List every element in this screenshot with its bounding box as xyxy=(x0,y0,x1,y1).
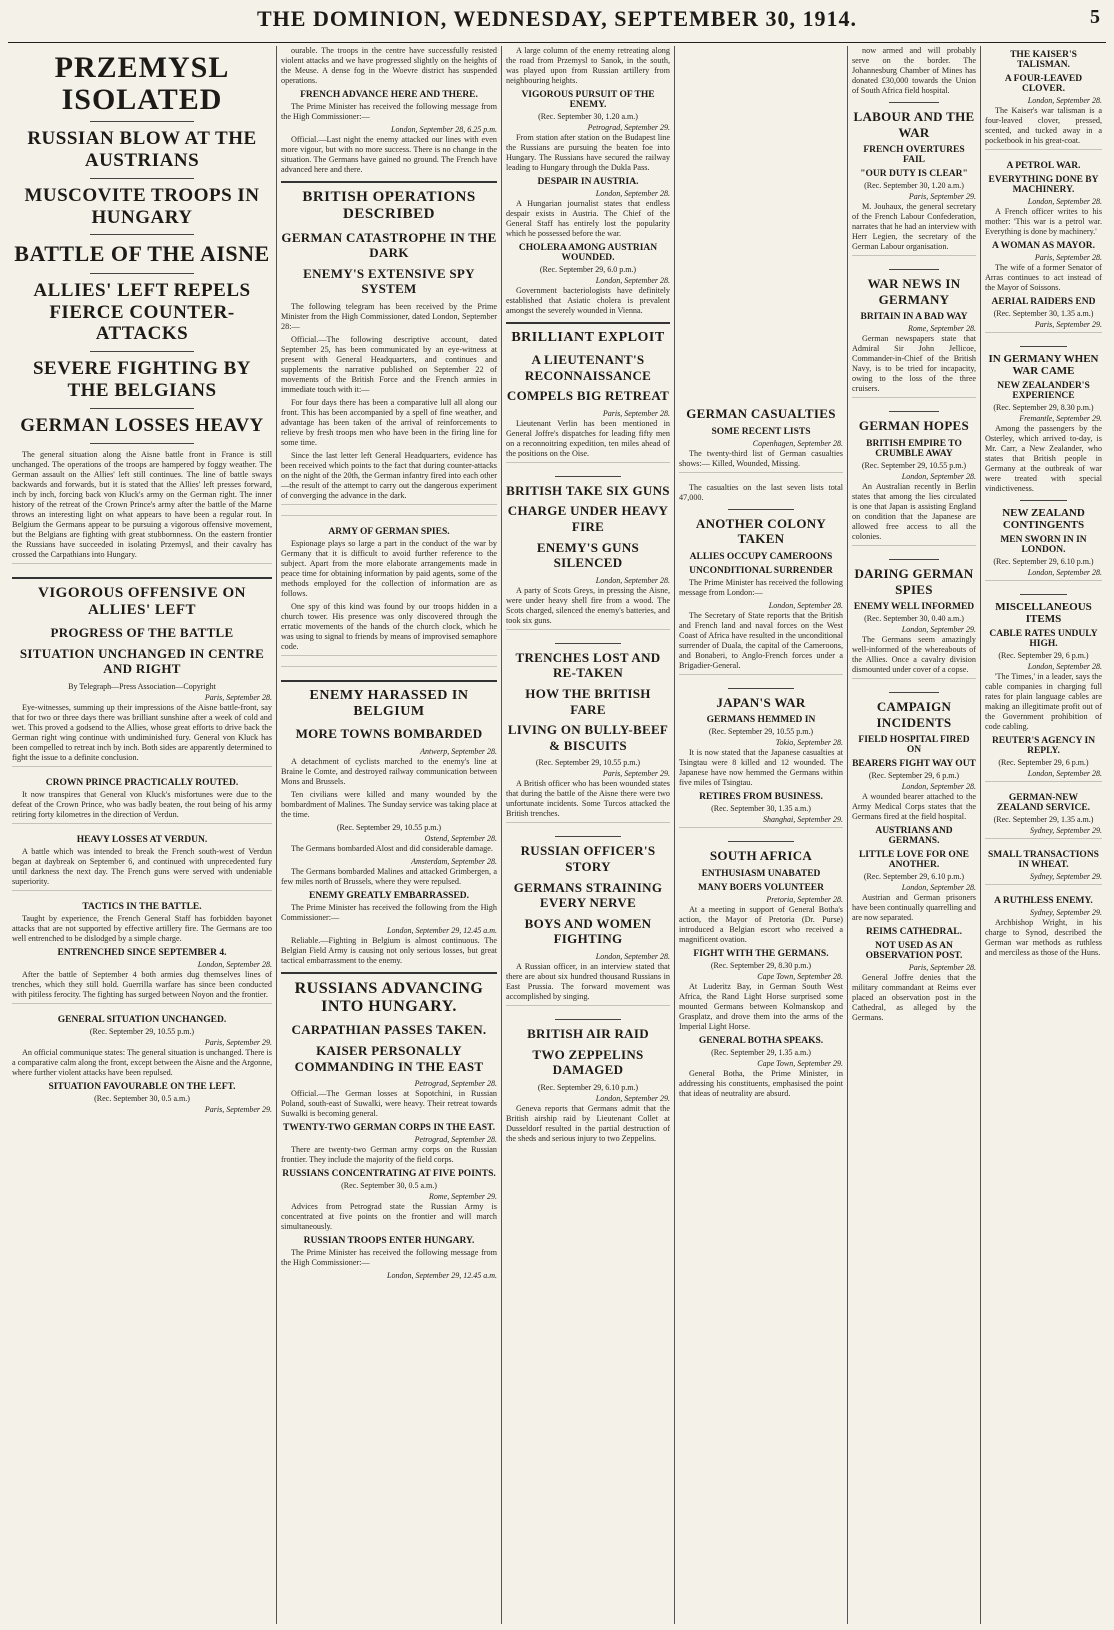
received-line: (Rec. September 29, 10.55 p.m.) xyxy=(336,822,442,832)
page-number: 5 xyxy=(1090,6,1100,28)
subhead-charge: CHARGE UNDER HEAVY FIRE xyxy=(507,503,669,535)
column-1 xyxy=(8,46,276,1624)
subhead-progress: PROGRESS OF THE BATTLE xyxy=(50,625,234,641)
article-body: The twenty-third list of German casualties shows:— Killed, Wounded, Missing. xyxy=(679,448,843,468)
received-line: (Rec. September 29, 6.0 p.m.) xyxy=(539,265,637,274)
received-line: (Rec. September 30, 0.5 a.m.) xyxy=(94,1094,190,1104)
subhead: REUTER'S AGENCY IN REPLY. xyxy=(991,736,1096,756)
article-body: Government bacteriologists have definitely established that Asiatic cholera is prevalent amongst the severely wounded in Vienna. xyxy=(506,286,670,315)
article-body: The Germans seem amazingly well-informed of the whereabouts of the Allies. Once a cavalry division dismounted under cover of a copse. xyxy=(852,635,976,675)
article-body: Lieutenant Verlin has been mentioned in General Joffre's dispatches for leading fifty men on a reconnoitring expedition, ten miles ahead of the positions on the Oise. xyxy=(506,418,670,458)
subhead-hemmed-in: GERMANS HEMMED IN xyxy=(706,715,816,726)
received-line: (Rec. September 29, 6 p.m.) xyxy=(998,758,1089,767)
article-body: The Prime Minister has received the following message from the High Commissioner:— xyxy=(281,102,497,121)
article-body: General Joffre denies that the military commandant at Reims ever placed an observation post in the Cathedral, as alleged by the Germans. xyxy=(852,973,976,1023)
subhead-every-nerve: GERMANS STRAINING EVERY NERVE xyxy=(513,879,663,911)
received-line: (Rec. September 30, 1.35 a.m.) xyxy=(993,309,1094,318)
article-body: A large column of the enemy retreating along the road from Przemysl to Sanok, in the south, was played upon from Russian artillery from neighbouring heights. xyxy=(506,46,670,85)
received-line: (Rec. September 29, 6 p.m.) xyxy=(998,651,1089,660)
headline-russian-officer: RUSSIAN OFFICER'S STORY xyxy=(520,843,656,874)
dateline: Sydney, September 29. xyxy=(1030,908,1102,917)
headline-germany-war-came: IN GERMANY WHEN WAR CAME xyxy=(988,353,1099,377)
headline-air-raid: BRITISH AIR RAID xyxy=(527,1025,649,1041)
article-body: Eye-witnesses, summing up their impressions of the Aisne battle-front, say that for two or three days there was brilliant sunshine after a week of cold and wet. This proved a godsend to the Allies, whose great efforts to drive back the German right wing continue with undiminished fury. General von Kluck has been compelled to retreat inch by inch. Both sides are apparently determined to fight the issue to a definite conclusion. xyxy=(12,703,272,763)
article-body: A wounded bearer attached to the Army Medical Corps states that the Germans fired at the field hospital. xyxy=(852,792,976,822)
dateline: Paris, September 28. xyxy=(204,693,272,703)
dateline: London, September 28. xyxy=(197,960,272,970)
subhead-boers: MANY BOERS VOLUNTEER xyxy=(698,882,824,893)
subhead: GENERAL SITUATION UNCHANGED. xyxy=(57,1015,227,1026)
subhead: GERMAN-NEW ZEALAND SERVICE. xyxy=(996,793,1091,813)
received-line: (Rec. September 29, 1.35 a.m.) xyxy=(711,1047,811,1057)
article-body: It now transpires that General von Kluck's misfortunes were due to the defeat of the Crown Prince, who was badly beaten, the rout being of his army retiring forty kilometres in the direction of Verdun. xyxy=(12,790,272,820)
dateline: Paris, September 29. xyxy=(1034,320,1102,329)
subhead-situation-unchanged: SITUATION UNCHANGED IN CENTRE AND RIGHT xyxy=(19,645,265,677)
received-line: (Rec. September 29, 8.30 p.m.) xyxy=(710,960,812,970)
dateline: London, September 28. xyxy=(1027,662,1102,671)
subhead-crumble: BRITISH EMPIRE TO CRUMBLE AWAY xyxy=(866,438,962,459)
article-body: Taught by experience, the French General Staff has forbidden bayonet attacks that are not supported by effective artillery fire. The Germans are too well entrenched to be dislodged by a simple charge. xyxy=(12,914,272,944)
article-body: At a meeting in support of General Botha's action, the Mayor of Pretoria (Dr. Purse) introduced a Belgian escort who received a magnificent ovation. xyxy=(679,904,843,944)
dateline: Rome, September 29. xyxy=(429,1192,497,1202)
article-body: A party of Scots Greys, in pressing the Aisne, were under heavy shell fire from a wood. The Scots charged, silenced the enemy's batteries, and took six guns. xyxy=(506,585,670,625)
article-body: Among the passengers by the Osterley, which arrived to-day, is Mr. Carr, a New Zealander, who states that British people in Germany at the outbreak of war were treated with special vindictiveness. xyxy=(985,424,1102,493)
dateline: Cape Town, September 28. xyxy=(757,971,843,981)
dateline: London, September 28. xyxy=(1027,568,1102,577)
subhead: LITTLE LOVE FOR ONE ANOTHER. xyxy=(858,850,970,871)
dateline: London, September 28. xyxy=(595,951,670,961)
received-line: (Rec. September 30, 0.40 a.m.) xyxy=(864,614,964,624)
subhead: ARMY OF GERMAN SPIES. xyxy=(328,526,450,537)
article-body: It is now stated that the Japanese casualties at Tsingtau were 8 killed and 12 wounded. The Japanese have now hemmed the Germans within five miles of Tsingtau. xyxy=(679,748,843,788)
article-body: M. Jouhaux, the general secretary of the French Labour Confederation, narrates that he had an interview with Herr Legien, the secretary of the German Labour organisation. xyxy=(852,202,976,252)
received-line: (Rec. September 30, 1.20 a.m.) xyxy=(864,181,964,191)
dateline: London, September 28, 6.25 p.m. xyxy=(391,125,497,134)
received-line: (Rec. September 29, 10.55 p.m.) xyxy=(861,460,967,470)
dateline: London, September 28. xyxy=(595,276,670,285)
article-body: There are twenty-two German army corps on the Russian frontier. They include the majority of the field corps. xyxy=(281,1145,497,1165)
received-line: (Rec. September 29, 8.30 p.m.) xyxy=(993,403,1094,412)
subhead: MEN SWORN IN IN LONDON. xyxy=(1000,535,1087,555)
masthead xyxy=(8,0,1106,43)
dateline: Sydney, September 29. xyxy=(1030,872,1102,881)
masthead-title: THE DOMINION, WEDNESDAY, SEPTEMBER 30, 1914. xyxy=(256,6,857,31)
received-line: (Rec. September 30, 0.5 a.m.) xyxy=(341,1181,437,1191)
received-line: (Rec. September 29, 6.10 p.m.) xyxy=(537,1082,639,1092)
article-body: ourable. The troops in the centre have successfully resisted violent attacks and we have progressed slightly on the heights of the Meuse. A dense fog in the Woevre district has suspended operations. xyxy=(281,46,497,85)
headline-muscovite: MUSCOVITE TROOPS IN HUNGARY xyxy=(24,184,260,228)
dateline: Pretoria, September 28. xyxy=(766,894,843,904)
subhead: A RUTHLESS ENEMY. xyxy=(994,896,1093,906)
credit-line: By Telegraph—Press Association—Copyright xyxy=(68,682,216,692)
article-body: The Germans bombarded Malines and attacked Grimbergen, a few miles north of Brussels, where they were repulsed. xyxy=(281,866,497,886)
dateline: Paris, September 28. xyxy=(1034,253,1102,262)
dateline: London, September 28. xyxy=(1027,96,1102,105)
headline-russians-advancing: RUSSIANS ADVANCING INTO HUNGARY. xyxy=(294,979,484,1016)
column-3 xyxy=(501,46,674,1624)
subhead: DESPAIR IN AUSTRIA. xyxy=(537,177,639,187)
subhead: RETIRES FROM BUSINESS. xyxy=(699,792,823,803)
article-body: The Prime Minister has received the following from the High Commissioner:— xyxy=(281,902,497,922)
subhead-bully-beef: LIVING ON BULLY-BEEF & BISCUITS xyxy=(507,722,669,753)
headline-daring-spies: DARING GERMAN SPIES xyxy=(854,565,974,597)
headline-trenches: TRENCHES LOST AND RE-TAKEN xyxy=(515,649,661,681)
headline-enemy-harassed: ENEMY HARASSED IN BELGIUM xyxy=(309,687,469,719)
headline-przemysl: PRZEMYSL ISOLATED xyxy=(54,51,230,116)
subhead-guns-silenced: ENEMY'S GUNS SILENCED xyxy=(536,539,640,571)
subhead: A FOUR-LEAVED CLOVER. xyxy=(1004,74,1083,94)
subhead-recent-lists: SOME RECENT LISTS xyxy=(711,426,811,437)
dateline: Rome, September 28. xyxy=(908,324,976,334)
article-body: An Australian recently in Berlin states that among the lies circulated is one that Japan is assisting England on condition that the Japanese are allowed free access to all the colonies. xyxy=(852,481,976,541)
headline-another-colony: ANOTHER COLONY TAKEN xyxy=(695,515,827,547)
subhead: SMALL TRANSACTIONS IN WHEAT. xyxy=(988,850,1099,870)
subhead: CABLE RATES UNDULY HIGH. xyxy=(989,629,1098,649)
dateline: Petrograd, September 28. xyxy=(414,1135,497,1145)
received-line: (Rec. September 29, 6 p.m.) xyxy=(868,771,960,781)
subhead: A WOMAN AS MAYOR. xyxy=(992,241,1095,251)
subhead-zeppelins: TWO ZEPPELINS DAMAGED xyxy=(532,1046,644,1078)
article-body: Official.—The German losses at Sopotchini, in Russian Poland, south-east of Suwalki, were heavy. Their retreat towards Suwalki is becoming general. xyxy=(281,1089,497,1119)
dateline: Sydney, September 29. xyxy=(1030,826,1102,835)
subhead-carpathian: CARPATHIAN PASSES TAKEN. xyxy=(291,1022,487,1038)
subhead: ENTRENCHED SINCE SEPTEMBER 4. xyxy=(57,948,227,959)
dateline: Copenhagen, September 28. xyxy=(752,438,843,448)
headline-vigorous-offensive: VIGOROUS OFFENSIVE ON ALLIES' LEFT xyxy=(37,584,247,618)
headline-belgians: SEVERE FIGHTING BY THE BELGIANS xyxy=(32,358,252,402)
headline-miscellaneous: MISCELLANEOUS ITEMS xyxy=(995,601,1092,625)
article-body: The Germans bombarded Alost and did considerable damage. xyxy=(291,843,493,853)
headline-japans-war: JAPAN'S WAR xyxy=(716,694,806,710)
subhead: NEW ZEALANDER'S EXPERIENCE xyxy=(997,381,1090,401)
subhead: HEAVY LOSSES AT VERDUN. xyxy=(76,835,208,846)
dateline: Ostend, September 28. xyxy=(424,833,497,843)
subhead: CROWN PRINCE PRACTICALLY ROUTED. xyxy=(45,778,239,789)
article-body: The Kaiser's war talisman is a four-leaved clover, pressed, scented, and tucked away in a pocketbook in his great-coat. xyxy=(985,106,1102,145)
dateline: London, September 28. xyxy=(595,575,670,585)
subhead-big-retreat: COMPELS BIG RETREAT xyxy=(506,388,670,404)
dateline: Petrograd, September 29. xyxy=(587,123,670,132)
subhead: AUSTRIANS AND GERMANS. xyxy=(875,826,953,847)
article-body: now armed and will probably serve on the border. The Johannesburg Chamber of Mines has donated £30,000 towards the Union of South Africa field hospital. xyxy=(852,46,976,95)
subhead: FIGHT WITH THE GERMANS. xyxy=(693,948,829,959)
received-line: (Rec. September 29, 6.10 p.m.) xyxy=(993,557,1094,566)
subhead-bad-way: BRITAIN IN A BAD WAY xyxy=(860,312,968,323)
article-body: After the battle of September 4 both armies dug themselves lines of trenches, which they still hold. Guerrilla warfare has since been conducted with pitiless ferocity. The fighting has surged between Noyon and the frontier. xyxy=(12,970,272,1000)
article-body: From station after station on the Budapest line the Russians are pursuing the beaten foe into Hungary. The Russians have secured the railway leading to Hungary through the Dukla Pass. xyxy=(506,133,670,172)
dateline: Paris, September 28. xyxy=(602,408,670,418)
article-body: Advices from Petrograd state the Russian Army is concentrated at five points on the frontier and will march simultaneously. xyxy=(281,1202,497,1232)
dateline: Paris, September 29. xyxy=(204,1105,272,1115)
subhead-towns-bombarded: MORE TOWNS BOMBARDED xyxy=(295,726,483,742)
dateline: London, September 28. xyxy=(901,471,976,481)
article-body: Since the last letter left General Headquarters, evidence has been received which points to the fact that during counter-attacks on the night of the 20th, the German infantry fired into each other—the result of the attempt to carry out the dangerous experiment of converging the advance in the dark. xyxy=(281,450,497,500)
received-line: (Rec. September 29, 6.10 p.m.) xyxy=(863,872,965,882)
dateline: London, September 29. xyxy=(901,625,976,635)
subhead-well-informed: ENEMY WELL INFORMED xyxy=(853,602,975,613)
dateline: Amsterdam, September 28. xyxy=(411,856,497,866)
received-line: (Rec. September 29, 10.55 p.m.) xyxy=(89,1027,195,1037)
article-body: German newspapers state that Admiral Sir John Jellicoe, Commander-in-Chief of the British Navy, is to be tried for incapacity, owing to the loss of the three cruisers. xyxy=(852,334,976,394)
dateline: London, September 28. xyxy=(768,600,843,610)
article-body: The following telegram has been received by the Prime Minister from the High Commissioner, dated London, September 28:— xyxy=(281,301,497,331)
subhead: A PETROL WAR. xyxy=(1006,161,1081,171)
subhead-hospital: FIELD HOSPITAL FIRED ON xyxy=(858,735,970,756)
subhead: NOT USED AS AN OBSERVATION POST. xyxy=(865,941,963,962)
subhead: SITUATION FAVOURABLE ON THE LEFT. xyxy=(48,1082,236,1093)
dateline: Antwerp, September 28. xyxy=(420,746,497,756)
article-body: A battle which was intended to break the French south-west of Verdun began at daybreak on September 6, and continued with unprecedented fury until darkness the next day. The French guns were served with undeniable superiority. xyxy=(12,847,272,887)
subhead-boys-women: BOYS AND WOMEN FIGHTING xyxy=(524,915,652,947)
headline-russian-blow: RUSSIAN BLOW AT THE AUSTRIANS xyxy=(27,128,257,171)
article-body: The Secretary of State reports that the British and French land and naval forces on the West Coast of Africa have resulted in the unconditional surrender of Duala, the capital of the Cameroons, and Bonaberi, to Anglo-French forces under a Brigadier-General. xyxy=(679,610,843,670)
dateline: Paris, September 29. xyxy=(204,1038,272,1048)
headline-allies-left: ALLIES' LEFT REPELS FIERCE COUNTER-ATTACKS xyxy=(33,279,251,345)
column-5 xyxy=(847,46,980,1624)
article-body: 'The Times,' in a leader, says the cable companies in charging full rates for plain language cables are making an illegitimate profit out of the Government prohibition of code cabling. xyxy=(985,672,1102,731)
headline-aisne: BATTLE OF THE AISNE xyxy=(14,241,270,267)
subhead-duty-clear: "OUR DUTY IS CLEAR" xyxy=(860,169,968,180)
article-body: The Prime Minister has received the following message from the High Commissioner:— xyxy=(281,1248,497,1268)
column-6 xyxy=(980,46,1106,1624)
article-body: Espionage plays so large a part in the conduct of the war by Germany that it is difficult to avoid further reference to the subject. Apart from the more elaborate arrangements made in peace time for obtaining information by paid agents, some of the methods employed for the collection of information are as follows. xyxy=(281,538,497,598)
dateline: London, September 29, 12.45 a.m. xyxy=(387,1271,497,1281)
article-body: At Luderitz Bay, in German South West Africa, the Rand Light Horse surprised some mounted Germans between Kolmanskop and Grasplatz, and drove them into the arms of the Imperial Light Horse. xyxy=(679,981,843,1031)
subhead-british-fare: HOW THE BRITISH FARE xyxy=(525,686,651,717)
article-body: The wife of a former Senator of Arras continues to act instead of the Mayor of Soissons. xyxy=(985,263,1102,292)
headline-campaign-incidents: CAMPAIGN INCIDENTS xyxy=(876,699,952,730)
subhead-spy-system: ENEMY'S EXTENSIVE SPY SYSTEM xyxy=(303,265,475,297)
headline-german-hopes: GERMAN HOPES xyxy=(858,418,970,434)
article-body: One spy of this kind was found by our troops hidden in a church tower. His presence was only discovered through the erratic movements of the hands of the church clock, which he was using to signal to friends by means of improvised semaphore code. xyxy=(281,601,497,651)
subhead: TWENTY-TWO GERMAN CORPS IN THE EAST. xyxy=(282,1123,496,1134)
dateline: London, September 28. xyxy=(901,883,976,893)
article-body: A detachment of cyclists marched to the enemy's line at Braine le Comte, and destroyed railway communication between Mons and Brussels. xyxy=(281,756,497,786)
subhead-cameroons: ALLIES OCCUPY CAMEROONS xyxy=(689,551,833,562)
article-body: A British officer who has been wounded states that during the battle of the Aisne there were two unfortunate incidents. Some Turcos attacked the British trenches. xyxy=(506,779,670,819)
received-line: (Rec. September 29, 1.35 a.m.) xyxy=(993,815,1094,824)
dateline: Paris, September 29. xyxy=(602,769,670,779)
subhead-reconnaissance: A LIEUTENANT'S RECONNAISSANCE xyxy=(524,352,652,383)
headline-british-operations: BRITISH OPERATIONS DESCRIBED xyxy=(302,189,476,223)
dateline: London, September 29, 12.45 a.m. xyxy=(387,925,497,935)
headline-kaiser-talisman: THE KAISER'S TALISMAN. xyxy=(1010,50,1077,70)
subhead-catastrophe: GERMAN CATASTROPHE IN THE DARK xyxy=(281,229,497,261)
subhead: REIMS CATHEDRAL. xyxy=(866,927,962,938)
dateline: Fremantle, September 29. xyxy=(1019,414,1102,423)
headline-labour: LABOUR AND THE WAR xyxy=(853,109,975,140)
received-line: (Rec. September 29, 10.55 p.m.) xyxy=(535,758,641,768)
article-body: The casualties on the last seven lists total 47,000. xyxy=(679,482,843,502)
article-body: Archbishop Wright, in his charge to Synod, described the German war methods as ruthless and merciless as those of the Huns. xyxy=(985,918,1102,957)
subhead: CHOLERA AMONG AUSTRIAN WOUNDED. xyxy=(518,243,658,263)
article-body: A Russian officer, in an interview stated that there are about six hundred thousand Russians in East Prussia. The forward movement was accomplished by singing. xyxy=(506,961,670,1001)
headline-nz-contingents: NEW ZEALAND CONTINGENTS xyxy=(1002,507,1085,531)
headline-south-africa: SOUTH AFRICA xyxy=(709,848,813,864)
column-2 xyxy=(276,46,501,1624)
received-line: (Rec. September 30, 1.35 a.m.) xyxy=(711,804,811,814)
article-body: A French officer writes to his mother: 'This war is a petrol war. Everything is done by machinery.' xyxy=(985,207,1102,236)
subhead: AERIAL RAIDERS END xyxy=(991,297,1096,307)
dateline: London, September 28. xyxy=(595,189,670,198)
article-body: The Prime Minister has received the following message from London:— xyxy=(679,577,843,597)
dateline: Paris, September 29. xyxy=(908,192,976,202)
dateline: London, September 28. xyxy=(1027,197,1102,206)
headline-german-losses: GERMAN LOSSES HEAVY xyxy=(20,414,264,436)
subhead: GENERAL BOTHA SPEAKS. xyxy=(698,1035,824,1046)
headline-war-news-germany: WAR NEWS IN GERMANY xyxy=(867,276,961,307)
subhead-bearers: BEARERS FIGHT WAY OUT xyxy=(852,759,976,770)
dateline: London, September 28. xyxy=(1027,769,1102,778)
article-body: Official.—The following descriptive account, dated September 25, has been communicated by an eye-witness at present with General Headquarters, and continues and supplements the narrative published on September 22 of movements of the British Force and the French armies in immediate touch with it:— xyxy=(281,334,497,394)
article-summary: The general situation along the Aisne battle front in France is still unchanged. The operations of the troops are hampered by foggy weather. The German assault on the Allies' left still continues. The line of battle sways backwards and forwards, but it is stated that the Allies' left presses forward, inch by inch, forcing back von Kluck's army on the German right. The inner history of the retreat of the Crown Prince's army after the battle of the Marne throws an interesting light on what appears to have been a regular rout. In Belgium the Germans appear to be pursuing a vigorous offensive movement, but the Belgians are fighting with great stubbornness. On the eastern frontier the Russians have succeeded in isolating Przemysl, and their cavalry has crossed the Carpathians into Hungary. xyxy=(12,449,272,559)
dateline: Paris, September 28. xyxy=(908,963,976,973)
column-4 xyxy=(674,46,847,1624)
headline-brilliant-exploit: BRILLIANT EXPLOIT xyxy=(511,330,665,345)
dateline: Shanghai, September 29. xyxy=(763,815,843,825)
article-body: Official.—Last night the enemy attacked our lines with even more vigour, but with no more success. There is no change in the situation. The Germans have gained no ground. The French have advanced here and there. xyxy=(281,135,497,174)
subhead: EVERYTHING DONE BY MACHINERY. xyxy=(988,175,1099,195)
article-body: Ten civilians were killed and many wounded by the bombardment of Malines. The Sunday service was taking place at the time. xyxy=(281,789,497,819)
received-line: (Rec. September 29, 10.55 p.m.) xyxy=(708,727,814,737)
subhead-overtures: FRENCH OVERTURES FAIL xyxy=(863,145,965,166)
subhead: TACTICS IN THE BATTLE. xyxy=(82,902,202,913)
article-body: Austrian and German prisoners have been continually quarrelling and are now separated. xyxy=(852,893,976,923)
subhead: ENEMY GREATLY EMBARRASSED. xyxy=(308,890,470,901)
subhead-surrender: UNCONDITIONAL SURRENDER xyxy=(689,565,833,576)
headline-german-casualties: GERMAN CASUALTIES xyxy=(686,406,836,421)
article-body: General Botha, the Prime Minister, in addressing his constituents, emphasised the point that ideas of neutrality are absurd. xyxy=(679,1068,843,1098)
subhead: RUSSIANS CONCENTRATING AT FIVE POINTS. xyxy=(282,1169,496,1180)
subhead-kaiser-commanding: KAISER PERSONALLY COMMANDING IN THE EAST xyxy=(294,1043,484,1074)
dateline: London, September 29. xyxy=(595,1093,670,1103)
article-body: Geneva reports that Germans admit that the British airship raid by Lieutenant Collet at Dusseldorf resulted in the partial destruction of the sheds and serious injury to two Zeppelins. xyxy=(506,1103,670,1143)
dateline: Cape Town, September 29. xyxy=(757,1058,843,1068)
article-body: A Hungarian journalist states that endless despair exists in Austria. The Chief of the General Staff has entirely lost the popularity which he possessed before the war. xyxy=(506,199,670,238)
article-body: For four days there has been a comparative lull all along our front. This has been accompanied by a spell of fine weather, and advantage has been taken of the arrival of reinforcements to relieve by fresh troops men who have been in the firing line for some time. xyxy=(281,397,497,447)
headline-six-guns: BRITISH TAKE SIX GUNS xyxy=(506,482,670,498)
article-body: Reliable.—Fighting in Belgium is almost continuous. The Belgian Field Army is causing not only serious losses, but great tactical embarrassment to the enemy. xyxy=(281,935,497,965)
dateline: London, September 28. xyxy=(901,782,976,792)
received-line: (Rec. September 30, 1.20 a.m.) xyxy=(538,112,638,121)
dateline: Tokio, September 28. xyxy=(775,738,843,748)
article-body: An official communique states: The general situation is unchanged. There is a comparative calm along the front, except between the Aisne and the Argonne, where further violent attacks have been repulsed. xyxy=(12,1048,272,1078)
subhead: FRENCH ADVANCE HERE AND THERE. xyxy=(300,90,478,100)
subhead-enthusiasm: ENTHUSIASM UNABATED xyxy=(701,868,821,879)
dateline: Petrograd, September 28. xyxy=(414,1079,497,1089)
subhead: RUSSIAN TROOPS ENTER HUNGARY. xyxy=(303,1236,475,1247)
subhead: VIGOROUS PURSUIT OF THE ENEMY. xyxy=(521,90,655,110)
